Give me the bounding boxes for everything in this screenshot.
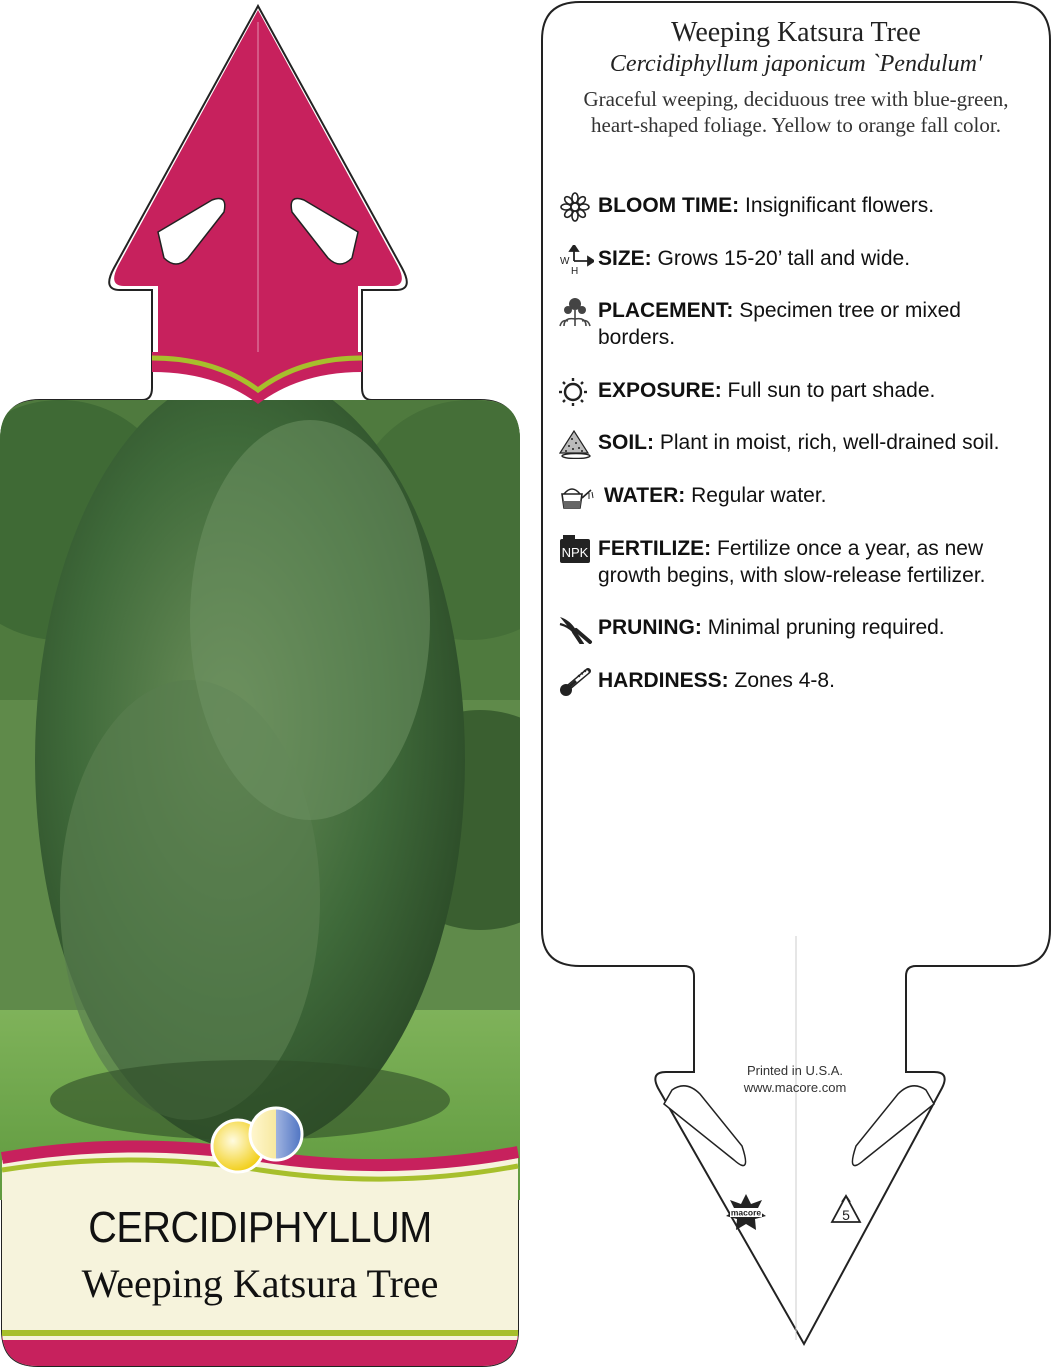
tree-photo (0, 370, 520, 1200)
exposure-label: EXPOSURE: (598, 379, 722, 402)
plant-description: Graceful weeping, deciduous tree with blue-green, heart-shaped foliage. Yellow to orange fall color. (583, 87, 1009, 137)
plants-icon (558, 297, 594, 327)
fertilizer-npk: NPK (561, 545, 589, 560)
fertilize-text: Fertilize once a year, as new (717, 537, 984, 560)
care-row-fertilize (558, 535, 1038, 589)
bloom-label: BLOOM TIME: (598, 194, 740, 217)
thermometer-icon (558, 667, 594, 697)
watering-can-icon (558, 482, 594, 512)
soil-text: Plant in moist, rich, well-drained soil. (659, 431, 1000, 454)
care-row-exposure (558, 377, 1038, 407)
scientific-name: Cercidiphyllum japonicum `Pendulum' (609, 51, 983, 77)
care-row-bloom (558, 192, 1038, 222)
recycle-code: 5 (842, 1207, 850, 1223)
care-row-size (558, 245, 1038, 275)
size-icon-w: W (560, 256, 570, 267)
hardiness-label: HARDINESS: (598, 669, 729, 692)
care-row-hardiness (558, 667, 1038, 697)
pruning-label: PRUNING: (598, 616, 702, 639)
pruners-icon (558, 614, 594, 644)
back-title: Weeping Katsura Tree (671, 17, 921, 48)
back-header (540, 16, 1052, 138)
common-name-front: Weeping Katsura Tree (81, 1261, 439, 1306)
flower-icon (558, 192, 594, 222)
placement-text: Specimen tree or mixed (739, 299, 961, 322)
size-icon-h: H (571, 266, 579, 275)
fertilize-text-2: growth begins, with slow-release fertilizer. (598, 564, 986, 587)
placement-text-2: borders. (598, 326, 676, 349)
size-arrows-icon (558, 245, 594, 275)
care-row-placement (558, 297, 1038, 351)
exposure-text: Full sun to part shade. (727, 379, 936, 402)
soil-icon (558, 429, 594, 459)
size-label: SIZE: (598, 247, 652, 270)
tag-front (0, 0, 520, 1369)
water-text: Regular water. (691, 484, 827, 507)
macore-logo-text: macore (730, 1207, 762, 1218)
care-row-pruning (558, 614, 1038, 644)
sun-icon (558, 377, 594, 407)
care-row-soil (558, 429, 1038, 459)
water-label: WATER: (604, 484, 686, 507)
hardiness-text: Zones 4-8. (734, 669, 835, 692)
printer-website: www.macore.com (743, 1080, 847, 1095)
soil-label: SOIL: (598, 431, 654, 454)
genus-name: CERCIDIPHYLLUM (88, 1203, 432, 1252)
printed-in: Printed in U.S.A. (746, 1063, 844, 1078)
part-shade-icon (250, 1108, 302, 1160)
fertilize-label: FERTILIZE: (598, 537, 712, 560)
placement-label: PLACEMENT: (598, 299, 734, 322)
care-row-water (558, 482, 1038, 512)
bloom-text: Insignificant flowers. (745, 194, 935, 217)
fertilizer-icon (558, 535, 594, 565)
pruning-text: Minimal pruning required. (707, 616, 945, 639)
size-text: Grows 15-20’ tall and wide. (657, 247, 911, 270)
printer-info (700, 1062, 890, 1096)
